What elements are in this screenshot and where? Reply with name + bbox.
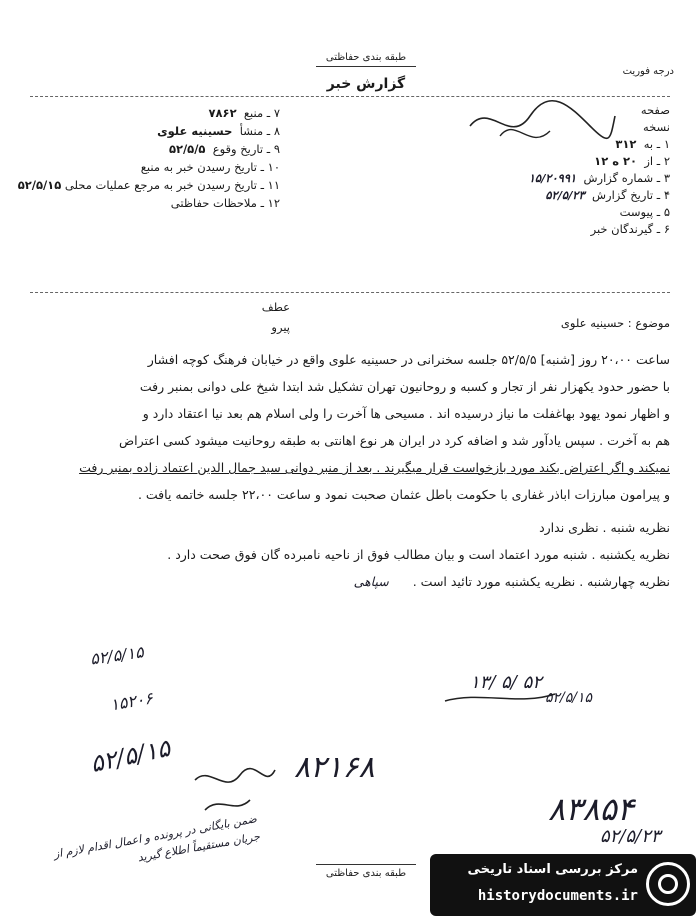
body-line: هم به آخرت . سپس یادآور شد و اضافه کرد در ایران هر نوع اهانتی به طبقه روحانیت میشود کسی اعتراض: [119, 433, 670, 448]
handwritten-instruction: ضمن بایگانی در پرونده و اعمال اقدام لازم از جریان مستقیماً اطلاع گیرید: [52, 812, 261, 865]
field-from: ۲ ـ از ۲۰ ه ۱۲: [594, 154, 670, 168]
handwritten-date-stamp: ۱۳/ ۵/ ۵۲: [470, 672, 542, 693]
body-line: نمیکند و اگر اعتراض بکند مورد بازخواست قرار میگیرند . بعد از منبر دوانی سید جمال الدین اعتماد زاده بمنبر رفت: [79, 460, 670, 475]
signature: سپاهی: [353, 574, 389, 589]
body-line: با حضور حدود یکهزار نفر از تجار و کسبه و روحانیون تهران تشکیل شد ابتدا شیخ علی دوانی بمنبر رفت: [139, 379, 670, 394]
handwritten-note-left-1: ۵۲/۵/۱۵: [88, 642, 145, 669]
handwritten-right-number: ۸۳۸۵۴: [548, 790, 634, 828]
field-recipients: ۶ ـ گیرندگان خبر: [590, 222, 670, 236]
field-report-date: ۴ ـ تاریخ گزارش ۵۲/۵/۲۳: [545, 188, 670, 202]
body-line: و اظهار نمود یهود بهاغفلت ما نیاز درسیده اند . مسیحی ها آخرت را ولی اسلام هم بعد نیا اعتقاد دارد و: [142, 406, 670, 421]
handwritten-note-left-3: ۵۲/۵/۱۵: [87, 733, 173, 779]
body-line: ساعت ۲۰،۰۰ روز [شنبه] ۵۲/۵/۵ جلسه سخنرانی در حسینیه علوی واقع در خیابان فرهنگ کوچه افشار: [147, 352, 670, 367]
field-date-occurrence: ۹ ـ تاریخ وقوع ۵۲/۵/۵: [168, 142, 280, 156]
field-value: حسینیه علوی: [157, 124, 233, 138]
opinion-line: [40, 568, 670, 595]
field-date-local: ۱۱ ـ تاریخ رسیدن خبر به مرجع عملیات محلی ۵۲/۵/۱۵: [17, 178, 280, 192]
handwritten-note-left-2: ۱۵۲۰۶: [108, 688, 155, 715]
report-body: [40, 346, 670, 595]
left-fields: [17, 104, 280, 212]
field-value: ۵۲/۵/۱۵: [17, 178, 62, 192]
classification-top-rule: [316, 66, 416, 67]
field-attachment: ۵ ـ پیوست: [619, 205, 670, 219]
opinion-line: نظریه یکشنبه . شنبه مورد اعتماد است و بیان مطالب فوق از ناحیه نامبرده گان فوق صحت دارد .: [167, 547, 670, 562]
opinion-line: نظریه شنبه . نظری ندارد: [539, 520, 670, 535]
report-title: گزارش خبر: [326, 76, 406, 92]
handwritten-underline: [440, 686, 560, 706]
handwritten-mid-number: ۸۲۱۶۸: [294, 750, 375, 785]
section-rule: [30, 292, 670, 293]
field-copy: نسخه: [642, 120, 670, 134]
field-value: ۵۲/۵/۵: [168, 142, 206, 156]
field-page: صفحه: [640, 103, 670, 117]
field-origin: ۸ ـ منشأ حسینیه علوی: [157, 124, 280, 138]
watermark-logo-icon: [646, 862, 690, 906]
ref-label: عطف: [261, 300, 290, 314]
handwritten-under-date: ۵۲/۵/۱۵: [545, 690, 593, 706]
body-line: و پیرامون مبارزات اباذر غفاری با حکومت باطل عثمان صحبت نمود و ساعت ۲۲،۰۰ جلسه خاتمه یافت .: [137, 487, 670, 502]
field-to: ۱ ـ به ۳۱۲: [615, 137, 670, 151]
field-value: ۷۸۶۲: [208, 106, 237, 120]
opinion-text: نظریه چهارشنبه . نظریه یکشنبه مورد تائید است .: [412, 574, 670, 589]
handwritten-scrawl: [190, 760, 280, 820]
classification-bottom: طبقه بندی حفاظتی: [325, 868, 407, 879]
urgency-label: درجه فوریت: [622, 66, 674, 77]
watermark-title: مرکز بررسی اسناد تاریخی: [467, 862, 638, 877]
subject-line: [420, 316, 670, 330]
field-report-number: ۳ ـ شماره گزارش ۱۵/۲۰۹۹۱: [528, 171, 670, 185]
followup-label: پیرو: [271, 320, 290, 334]
subject-value: حسینیه علوی: [560, 316, 625, 330]
subject-label: موضوع :: [627, 316, 670, 330]
watermark-url: historydocuments.ir: [477, 888, 638, 904]
watermark-badge: [430, 854, 696, 916]
field-security-notes: ۱۲ ـ ملاحظات حفاظتی: [170, 196, 280, 210]
handwritten-right-date: ۵۲/۵/۲۳: [600, 826, 661, 847]
footer-rule: [316, 864, 416, 865]
handwritten-scribble: [460, 96, 620, 156]
classification-top: طبقه بندی حفاظتی: [325, 52, 407, 63]
field-date-received: ۱۰ ـ تاریخ رسیدن خبر به منبع: [140, 160, 280, 174]
field-source: ۷ ـ منبع ۷۸۶۲: [208, 106, 280, 120]
